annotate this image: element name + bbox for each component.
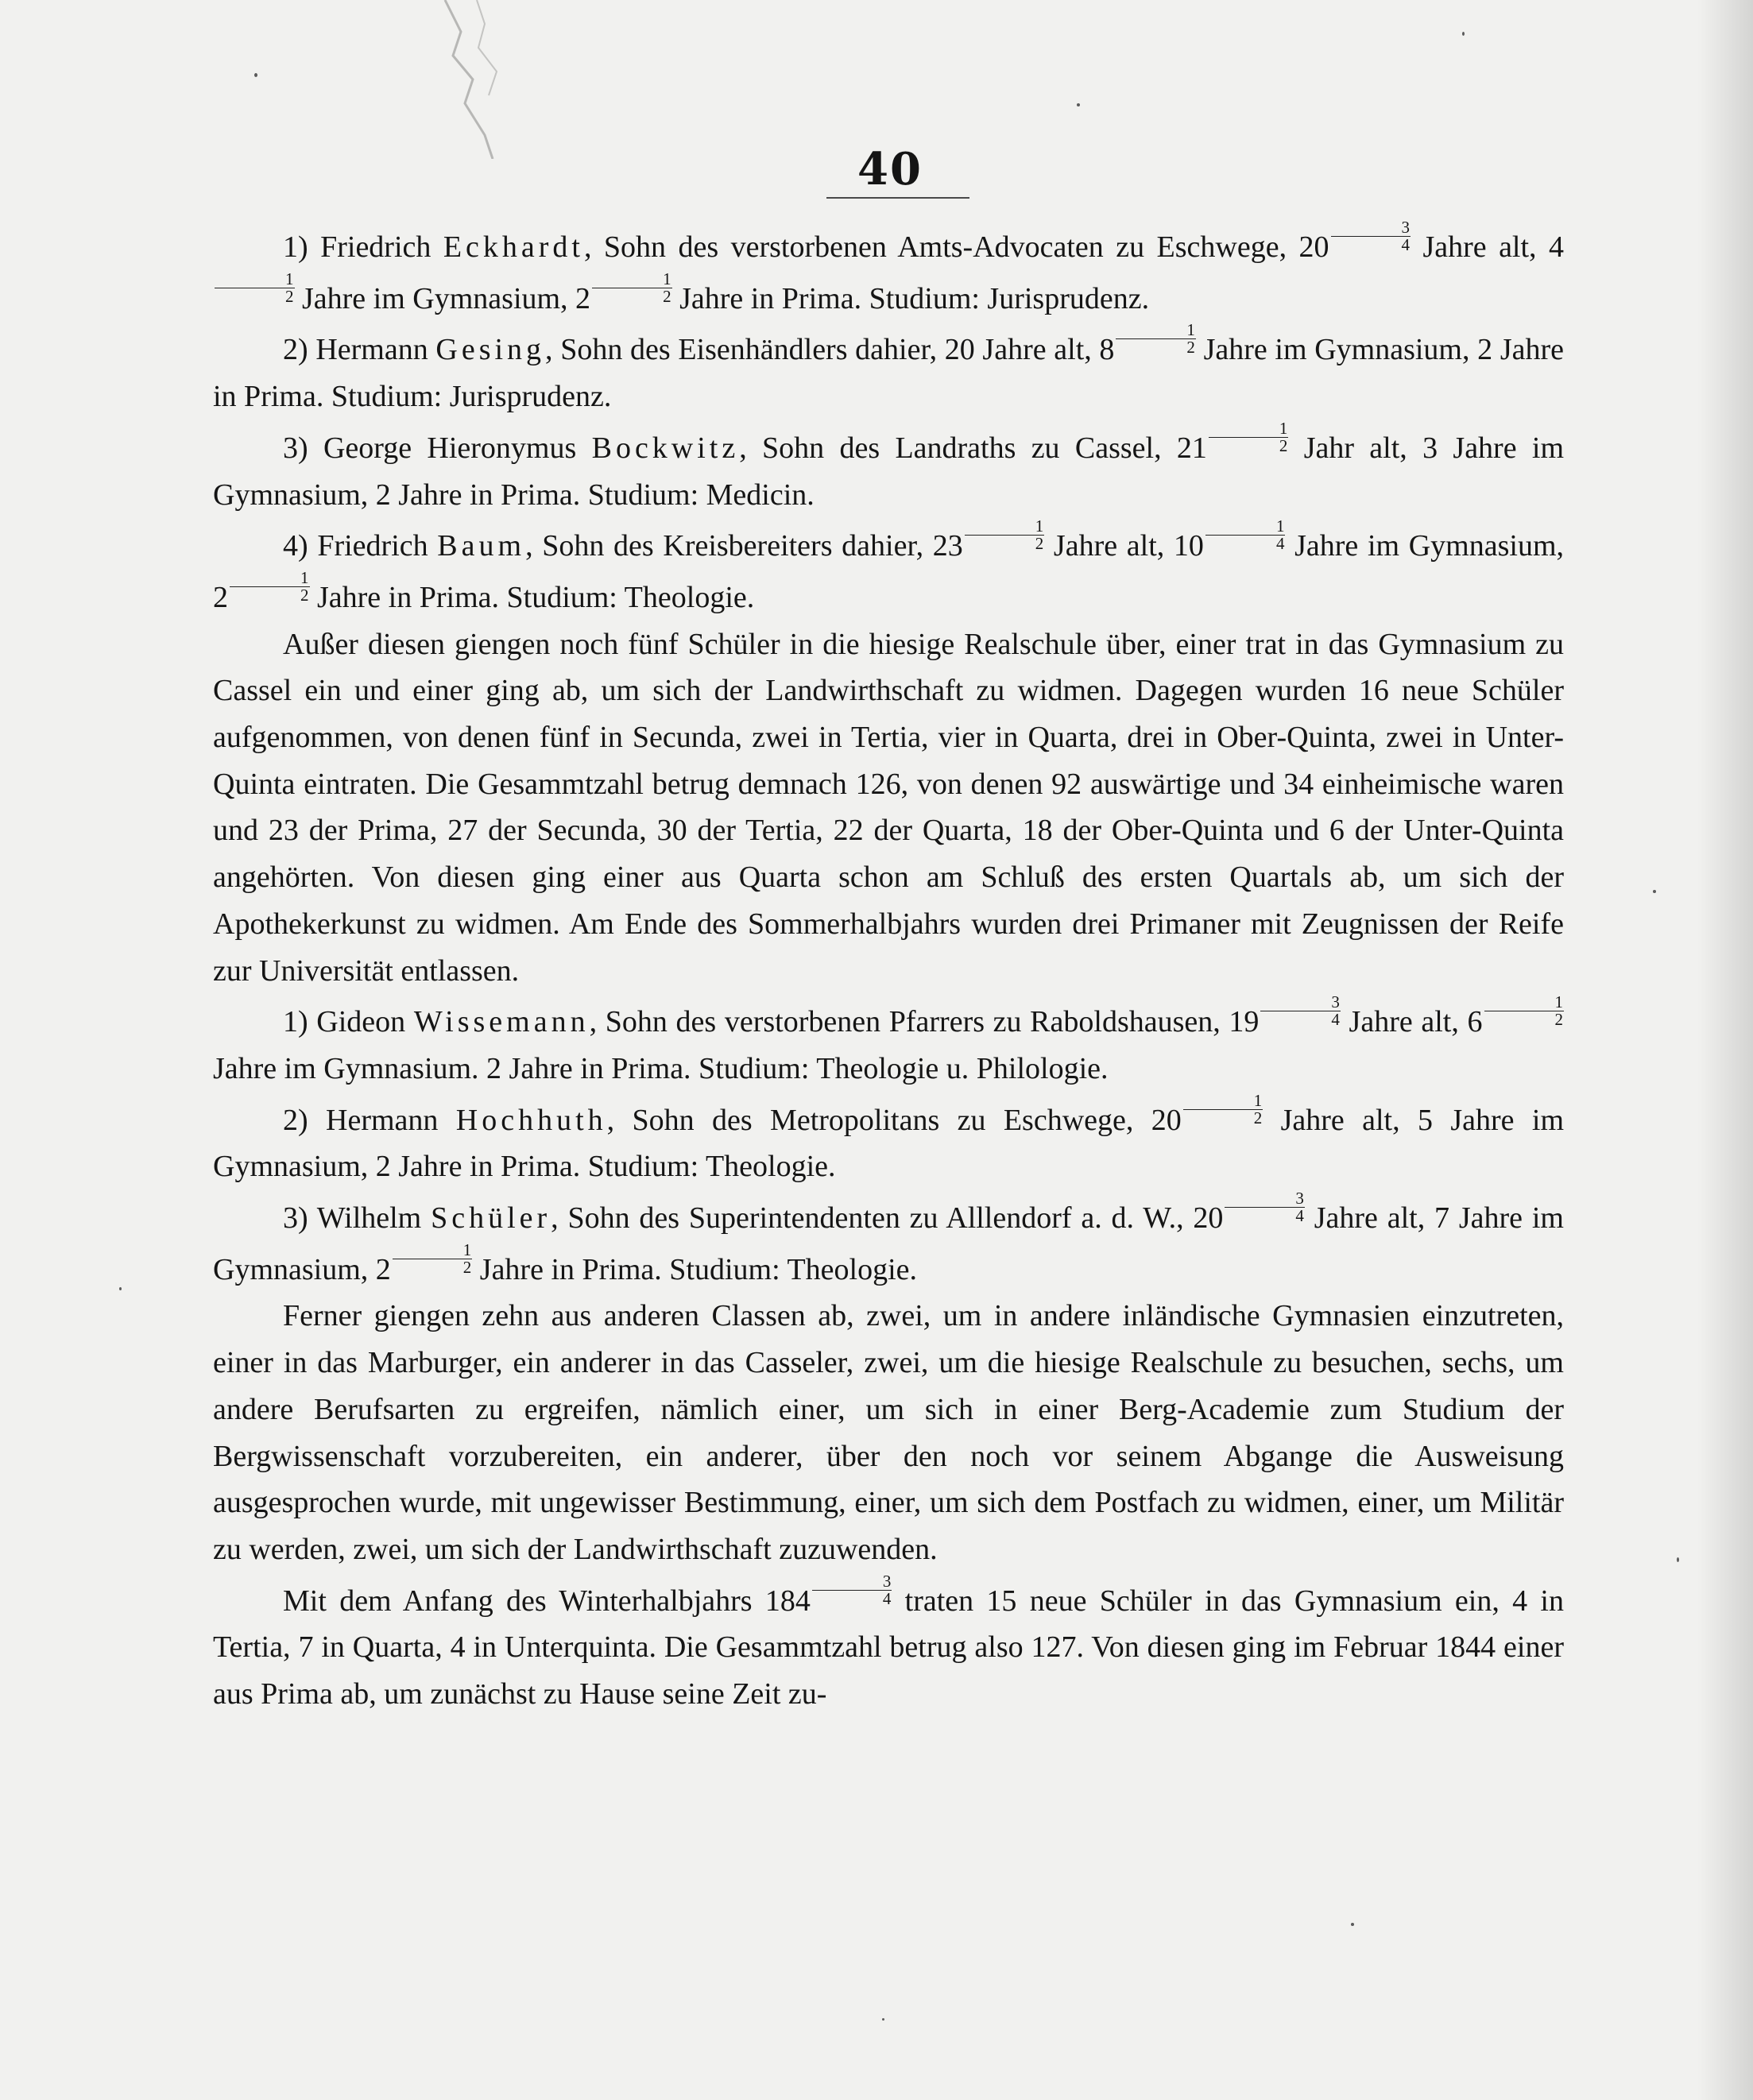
paragraph (213, 219, 1564, 322)
fraction-denominator: 4 (1275, 534, 1285, 554)
text-run: Außer diesen giengen noch fünf Schüler in die hiesige Realschule über, einer trat in das Gymnasium zu Cassel ein und einer ging ab, um sich der Landwirthschaft zu widmen. Dagegen wurden 16 neue Schüler aufgenommen, von denen fünf in Secunda, zwei in Tertia, vier in Quarta, drei in Ober-Quinta, zwei in Unter-Quinta eintraten. Die Gesammtzahl betrug demnach 126, von denen 92 auswärtige und 34 einheimische waren und 23 der Prima, 27 der Secunda, 30 der Tertia, 22 der Quarta, 18 der Ober-Quinta und 6 der Unter-Quinta angehörten. Von diesen ging einer aus Quarta schon am Schluß des ersten Quartals ab, um sich der Apothekerkunst zu widmen. Am Ende des Sommerhalbjahrs wurden drei Primaner mit Zeugnissen der Reife zur Universität entlassen. (213, 627, 1564, 988)
spaced-name: Bockwitz (591, 431, 740, 465)
spaced-name: Hochhuth (455, 1103, 607, 1137)
fraction-numerator: 3 (812, 1573, 892, 1591)
fraction-denominator: 2 (300, 585, 309, 605)
text-run: 1) Gideon (283, 1005, 414, 1039)
text-run: , Sohn des Kreisbereiters dahier, 23 (525, 529, 963, 563)
text-run: Jahre im Gymnasium, 2 (213, 529, 1565, 614)
spaced-name: Schüler (431, 1201, 551, 1236)
paragraph (213, 420, 1564, 518)
fraction-denominator: 2 (1035, 534, 1044, 554)
fraction (965, 518, 1045, 552)
fraction-numerator: 1 (1205, 518, 1286, 536)
text-run: Jahre alt, 6 (1340, 1005, 1483, 1039)
fraction (1183, 1090, 1263, 1127)
fraction-numerator: 3 (1260, 994, 1341, 1011)
text-run: 3) Wilhelm (283, 1201, 431, 1236)
text-run: , Sohn des Landraths zu Cassel, 21 (739, 431, 1207, 465)
fraction-denominator: 2 (1279, 435, 1288, 455)
paper-speck (1677, 1557, 1679, 1562)
fraction (230, 567, 310, 605)
text-run: Jahr alt, 3 Jahre im Gymnasium, 2 Jahre in Prima. Studium: Medicin. (213, 431, 1564, 512)
fraction-denominator: 4 (1331, 1010, 1340, 1030)
fraction-denominator: 2 (462, 1257, 472, 1277)
text-run: , Sohn des Metropolitans zu Eschwege, 20 (606, 1103, 1182, 1137)
text-run: Jahre im Gymnasium. 2 Jahre in Prima. Studium: Theologie u. Philologie. (213, 1051, 1109, 1085)
paragraph (213, 1573, 1564, 1718)
text-run: 3) George Hieronymus (283, 431, 592, 465)
paragraph (213, 1293, 1564, 1572)
paragraph (213, 621, 1564, 995)
text-run: Mit dem Anfang des Winterhalbjahrs 184 (283, 1584, 811, 1618)
paper-speck (882, 2018, 884, 2021)
text-run: , Sohn des verstorbenen Amts-Advocaten zu Eschwege, 20 (583, 230, 1329, 264)
fraction (393, 1242, 473, 1276)
text-run: 2) Hermann (283, 333, 436, 367)
paragraph (213, 1190, 1564, 1293)
fraction (812, 1573, 892, 1607)
text-run: Jahre im Gymnasium, 2 Jahre in Prima. Studium: Jurisprudenz. (213, 333, 1565, 414)
fraction-numerator: 1 (1209, 420, 1289, 438)
fraction (1484, 994, 1565, 1028)
fraction-denominator: 2 (663, 286, 671, 306)
text-run: , Sohn des Superintendenten zu Alllendorf a. d. W., 20 (551, 1201, 1224, 1236)
fraction (1209, 420, 1289, 454)
text-run: Jahre in Prima. Studium: Jurisprudenz. (671, 281, 1150, 315)
spaced-name: Eckhardt (443, 230, 584, 264)
fraction (1260, 994, 1341, 1028)
spaced-name: Gesing (435, 333, 546, 367)
fraction-numerator: 1 (393, 1242, 473, 1259)
text-run: , Sohn des Eisenhändlers dahier, 20 Jahre alt, 8 (545, 333, 1115, 367)
fraction-denominator: 4 (1401, 235, 1411, 254)
fraction-denominator: 4 (1295, 1206, 1304, 1226)
paper-speck (119, 1287, 122, 1290)
fraction-numerator: 1 (215, 271, 295, 288)
fraction-numerator: 1 (1116, 322, 1196, 339)
fraction-numerator: 1 (965, 518, 1045, 536)
fraction-numerator: 3 (1225, 1190, 1305, 1208)
fraction (592, 271, 672, 305)
page-number: 40 (857, 143, 923, 195)
paper-speck (1653, 890, 1656, 893)
text-run: Jahre in Prima. Studium: Theologie. (472, 1252, 918, 1286)
text-run: Jahre im Gymnasium, 2 (294, 281, 591, 315)
paragraph (213, 322, 1564, 420)
text-run: Jahre alt, 4 (1411, 230, 1564, 264)
fraction-denominator: 2 (1554, 1010, 1564, 1030)
text-run: 2) Hermann (283, 1103, 456, 1137)
fraction (1116, 322, 1196, 356)
text-run: traten 15 neue Schüler in das Gymnasium ein, 4 in Tertia, 7 in Quarta, 4 in Unterquinta. Die Gesammtzahl betrug also 127. Von diesen ging im Februar 1844 einer aus Prima ab, um zunächst zu Hause seine Zeit zu- (213, 1584, 1564, 1711)
paper-speck (1351, 1923, 1354, 1926)
text-run: , Sohn des verstorbenen Pfarrers zu Raboldshausen, 19 (589, 1005, 1260, 1039)
text-run: 1) Friedrich (283, 230, 443, 264)
paragraph (213, 518, 1564, 621)
fraction (1331, 219, 1411, 253)
paragraph (213, 1090, 1565, 1190)
spaced-name: Wissemann (413, 1005, 590, 1039)
text-run: Jahre alt, 10 (1044, 529, 1204, 563)
fraction (1225, 1190, 1305, 1224)
fraction-numerator: 1 (1484, 994, 1565, 1011)
text-run: Jahre in Prima. Studium: Theologie. (309, 580, 755, 614)
text-run: Ferner giengen zehn aus anderen Classen ab, zwei, um in andere inländische Gymnasien einzutreten, einer in das Marburger, ein anderer in das Casseler, zwei, um die hiesige Realschule zu besuchen, sechs, um andere Berufsarten zu ergreifen, nämlich einer, um sich in einer Berg-Academie zum Studium der Bergwissenschaft vorzubereiten, ein anderer, über den noch vor seinem Abgange die Ausweisung ausgesprochen wurde, mit ungewisser Bestimmung, einer, um sich dem Postfach zu widmen, einer, um Militär zu werden, zwei, um sich der Landwirthschaft zuzuwenden. (213, 1299, 1564, 1566)
page-number-rule (826, 197, 969, 199)
text-run: Jahre alt, 7 Jahre im Gymnasium, 2 (213, 1201, 1564, 1286)
body-text (213, 219, 1564, 1718)
fraction-denominator: 2 (285, 286, 294, 306)
fraction-numerator: 1 (1183, 1093, 1263, 1110)
fraction-denominator: 2 (1186, 338, 1195, 358)
paragraph (213, 994, 1564, 1092)
paper-speck (1462, 32, 1465, 36)
paper-tear-mark (429, 0, 517, 159)
text-run: 4) Friedrich (283, 529, 438, 563)
fraction-denominator: 4 (882, 1588, 892, 1608)
fraction-denominator: 2 (1253, 1108, 1263, 1127)
fraction (1205, 518, 1286, 552)
fraction (215, 271, 295, 305)
text-run: Jahre alt, 5 Jahre im Gymnasium, 2 Jahre in Prima. Studium: Theologie. (213, 1103, 1565, 1184)
spaced-name: Baum (437, 529, 526, 563)
fraction-numerator: 3 (1331, 219, 1411, 237)
paper-speck (1077, 103, 1080, 106)
fraction-numerator: 1 (230, 570, 310, 587)
page-edge-shadow (1697, 0, 1753, 2100)
fraction-numerator: 1 (592, 271, 672, 288)
paper-speck (254, 73, 257, 77)
